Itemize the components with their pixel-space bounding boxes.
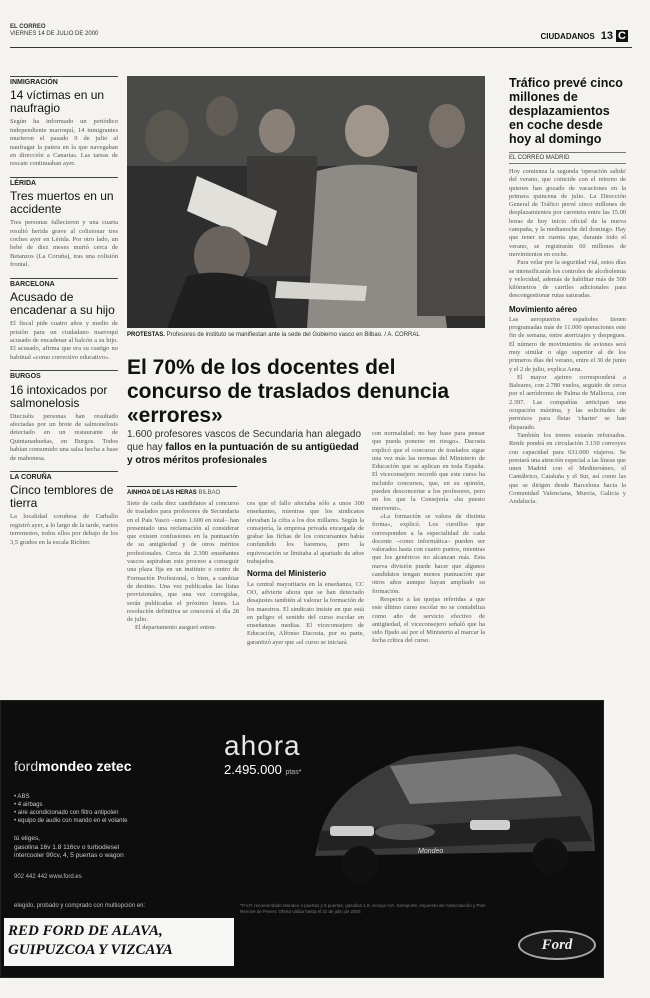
- page-number-value: 13: [600, 30, 613, 42]
- deck-highlight: fallos en la puntuación de su antigüedad y otros méritos profesionales: [127, 442, 359, 466]
- traffic-paragraph: Las aeropuertos españoles tienen programadas más de 11.000 operaciones este fin de semana, entre aterrizajes y despegues. El número de movimientos de aviones será muy similar o algo superior al de los primeros días del verano, entre el 30 de junio y el 2 de julio, explica Aena.: [509, 315, 626, 373]
- traffic-subhead: Movimiento aéreo: [509, 304, 578, 314]
- brief-headline: Cinco temblores de tierra: [10, 483, 114, 511]
- brief-headline: 16 intoxicados por salmonelosis: [10, 382, 108, 410]
- story-paragraph: «La formación se valora de distinta forma», explicó. Los cursillos que corresponden a la especialidad de cada docente –como informática– pueden ser valorados hasta con cuatro puntos, mientras que los genéricos no alcanzan más. Esta nueva división puede hacer que algunos candidatos tengan menos puntuación que otros años aunque hayan ampliado su formación.: [372, 512, 485, 595]
- traffic-headline: Tráfico prevé cinco millones de desplazamientos en coche desde hoy al domingo: [509, 76, 623, 146]
- story-paragraph: El departamento aseguró enton-: [135, 624, 217, 632]
- story-column-1: [127, 500, 239, 633]
- ad-feature: • aire acondicionado con filtro antipolen: [14, 810, 119, 816]
- brief-headline: Acusado de encadenar a su hijo: [10, 290, 115, 318]
- ad-brand-ford: ford: [14, 758, 39, 774]
- ad-price: [224, 762, 301, 777]
- traffic-byline: EL CORREO MADRID: [509, 152, 626, 164]
- car-illustration: [300, 716, 600, 896]
- brief-tag: BURGOS: [10, 370, 118, 381]
- brief-body: Dieciséis personas han resultado afectadas por un brote de salmonelosis detectado en un restaurante de Quintanadueñas, en Burgos. Todos habían consumido una salsa hecha a base de mahonesa.: [10, 412, 118, 462]
- ad-brand: [14, 758, 131, 774]
- section-name: CIUDADANOS: [540, 31, 595, 41]
- ad-options: [14, 835, 124, 861]
- brief-headline: Tres muertos en un accidente: [10, 189, 114, 217]
- ad-tagline: elegido, probado y comprado con multiopción en:: [14, 903, 146, 909]
- page-number: [601, 30, 628, 42]
- story-paragraph: La central mayoritaria en la enseñanza, CC OO, advierte ahora que se han detectado desajustes también al valorar la formación de los maestros. El sindicato insiste en que está en peligro el sentido del curso escolar en enseñanzas medias. El viceconsejero de Educación, Alfonso Dacosta, por su parte, garantizó ayer que «el curso se iniciará: [247, 580, 364, 646]
- brief-body: El fiscal pide cuatro años y medio de prisión para un ciudadano marroquí acusado de encadenar al balcón a su hijo. El acusado, afirma que era su castigo no habitual «como correctivo educativo».: [10, 320, 118, 361]
- traffic-paragraph: Para velar por la seguridad vial, estos días se intensificarán los controles de alcoholemia y velocidad, además de habilitar más de 500 kilómetros de carriles adicionales para descongestionar rutas saturadas.: [509, 259, 626, 300]
- main-headline: El 70% de los docentes del concurso de traslados denuncia «errores»: [127, 356, 450, 427]
- ad-headline: ahora: [224, 730, 301, 761]
- brief-body: La localidad coruñesa de Carballo registró ayer, a lo largo de la tarde, varios terremotos, todos ellos por debajo de los 3,5 grados en la escala Richter.: [10, 513, 118, 546]
- brief-tag: LÉRIDA: [10, 177, 118, 188]
- brief-tag: BARCELONA: [10, 278, 118, 289]
- traffic-paragraph: También los trenes estarán reforzados. Renfe pondrá en circulación 3.150 convoyes con capacidad para 631.000 viajeros. Se prestará una atención especial a las líneas que unen Madrid con el Mediterráneo, el Cantábrico, Cataluña y el Sur, así como las que se dirigen desde Barcelona hacia la Comunidad Valenciana, Murcia, Galicia y Andalucía.: [509, 431, 626, 506]
- byline-place: BILBAO: [198, 490, 221, 496]
- brief-headline: 14 víctimas en un naufragio: [10, 88, 105, 116]
- section-letter: C: [618, 30, 626, 42]
- byline-author: AINHOA DE LAS HERAS: [127, 490, 197, 496]
- car-model-badge: Mondeo: [418, 848, 444, 855]
- ad-fine-print: *P.V.P. recomendado Mondeo 4 puertas y 5 puertas, gasolina 1.8, incluye IVA, transporte, impuesto de matriculación y Plan Renove de Prever. Oferta válida hasta el 31 de julio de 2000.: [240, 903, 486, 914]
- ad-options-line: intercooler 90cv, 4, 5 puertas o wagon: [14, 852, 124, 859]
- brief: [10, 278, 118, 362]
- brief: [10, 471, 118, 547]
- ad-features: [14, 793, 128, 825]
- brief-tag: INMIGRACIÓN: [10, 76, 118, 87]
- story-paragraph: Siete de cada diez candidatos al concurso de traslados para profesores de Secundaria en el País Vasco –unos 1.600 en total– han presentado una reclamación al considerar que existen confusiones en la puntuación de su antigüedad y de otros méritos profesionales. Cerca de 2.300 enseñantes vascos aspiraban este proceso a conseguir una plaza fija en un instituto o centro de Formación Profesional, o bien, a cambiar de destino. Una vez publicadas las listas provisionales, que una vez corregidas, serán publicadas el próximo lunes. La resolución definitiva se conocerá el día 28 de julio.: [127, 500, 239, 624]
- story-byline: [127, 486, 237, 496]
- story-paragraph: Respecto a las quejas referidas a que este último curso escolar no se contabiliza como año de servicio efectivo de antigüedad, el viceconsejero señaló que ha sido fijado así por el Ministerio al marcar la fecha crítica del curso.: [372, 595, 485, 645]
- section-header: [541, 30, 629, 42]
- brief-tag: LA CORUÑA: [10, 471, 118, 482]
- caption-label: PROTESTAS.: [127, 332, 165, 338]
- protest-photo: [127, 76, 485, 328]
- ad-options-line: gasolina 16v 1.8 116cv o turbodiesel: [14, 843, 120, 851]
- photo-caption: [127, 332, 485, 338]
- briefs-column: [10, 76, 118, 555]
- story-column-3: [372, 430, 485, 646]
- story-column-2: [247, 500, 364, 647]
- header-rule: [10, 47, 632, 48]
- traffic-paragraph: Hoy comienza la segunda 'operación salida' del verano, que coincide con el retorno de quienes han gozado de vacaciones en la primera quincena de julio. La Dirección General de Tráfico prevé cinco millones de desplazamientos por carretera entre las 15.00 horas de hoy inicio oficial de la nueva campaña, y la medianoche del domingo. Hay que tener en cuenta que, durante todo el verano, se registrarán 60 millones de movimientos en coche.: [509, 168, 626, 258]
- ad-brand-model: mondeo zetec: [38, 758, 132, 774]
- dealer-line: RED FORD DE ALAVA,: [8, 923, 163, 939]
- traffic-paragraph: El mayor ajetreo corresponderá a Baleares, con 2.780 vuelos, seguido de cerca por el aeródromo de Palma de Mallorca, con 2.397. Las compañías anticipan una ocupación máxima, y las solicitudes de permisos para fletar 'charter' se han disparado.: [509, 373, 626, 431]
- deck-text: 1.600 profesores vascos de Secundaria han alegado que hay: [127, 429, 362, 453]
- ford-logo: Ford: [518, 930, 596, 960]
- issue-date: VIERNES 14 DE JULIO DE 2000: [10, 31, 99, 37]
- brief: [10, 76, 118, 169]
- ad-feature: • 4 airbags: [14, 802, 43, 808]
- paper-name: EL CORREO: [10, 24, 46, 30]
- brief-body: Según ha informado un periódico independiente marroquí, 14 inmigrantes murieron el pasado 9 de julio al naufragar la patera en la que navegaban en dirección a Canarias. Las tareas de rescate continuaban ayer.: [10, 118, 118, 168]
- story-paragraph: ces que el fallo afectaba sólo a unos 300 enseñantes, mientras que los sindicatos elevaban la cifra a los dos millares. Según la consejería, la empresa privada encargada de grabar las fichas de los concursantes había confundido los baremos, pero la equivocación se limitaba al apartado de años trabajados.: [247, 500, 364, 566]
- caption-text: Profesores de instituto se manifiestan ante la sede del Gobierno vasco en Bilbao. / A. CORRAL: [166, 332, 420, 338]
- brief: [10, 370, 118, 463]
- ad-feature: • ABS: [14, 794, 30, 800]
- ad-price-unit: ptas*: [285, 769, 302, 776]
- dealer-banner: [4, 918, 234, 966]
- brief: [10, 177, 118, 270]
- ad-feature: • equipo de audio con mando en el volante: [14, 818, 128, 824]
- masthead: [10, 24, 98, 38]
- traffic-story: [509, 76, 626, 507]
- ad-price-value: 2.495.000: [224, 762, 282, 777]
- story-paragraph: con normalidad; no hay base para pensar que pueda ponerse en riesgo». Dacosta explicó que el concurso de traslados sigue una vez más las normas del Ministerio de Educación que se aplican en toda España. El viceconsejero recordó que este curso ha incluido concursos, que, en su opinión, pueden desconcertar a los profesores, pero en los que la Consejería «ha puesto intervenir».: [372, 430, 485, 512]
- story-subhead: Norma del Ministerio: [247, 569, 327, 579]
- ad-options-intro: tú eliges,: [14, 835, 41, 842]
- story-deck: [127, 428, 364, 467]
- ad-contact[interactable]: 902 442 442 www.ford.es: [14, 874, 82, 880]
- protest-photo-illustration: [127, 76, 485, 328]
- dealer-line: GUIPUZCOA Y VIZCAYA: [8, 942, 173, 958]
- brief-body: Tres personas fallecieron y una cuarta resultó herida grave al colisionar tres coches ayer en Lérida. Por otro lado, un bebé de diez meses murió cerca de Betanzos (La Coruña), tras una colisión frontal.: [10, 219, 118, 269]
